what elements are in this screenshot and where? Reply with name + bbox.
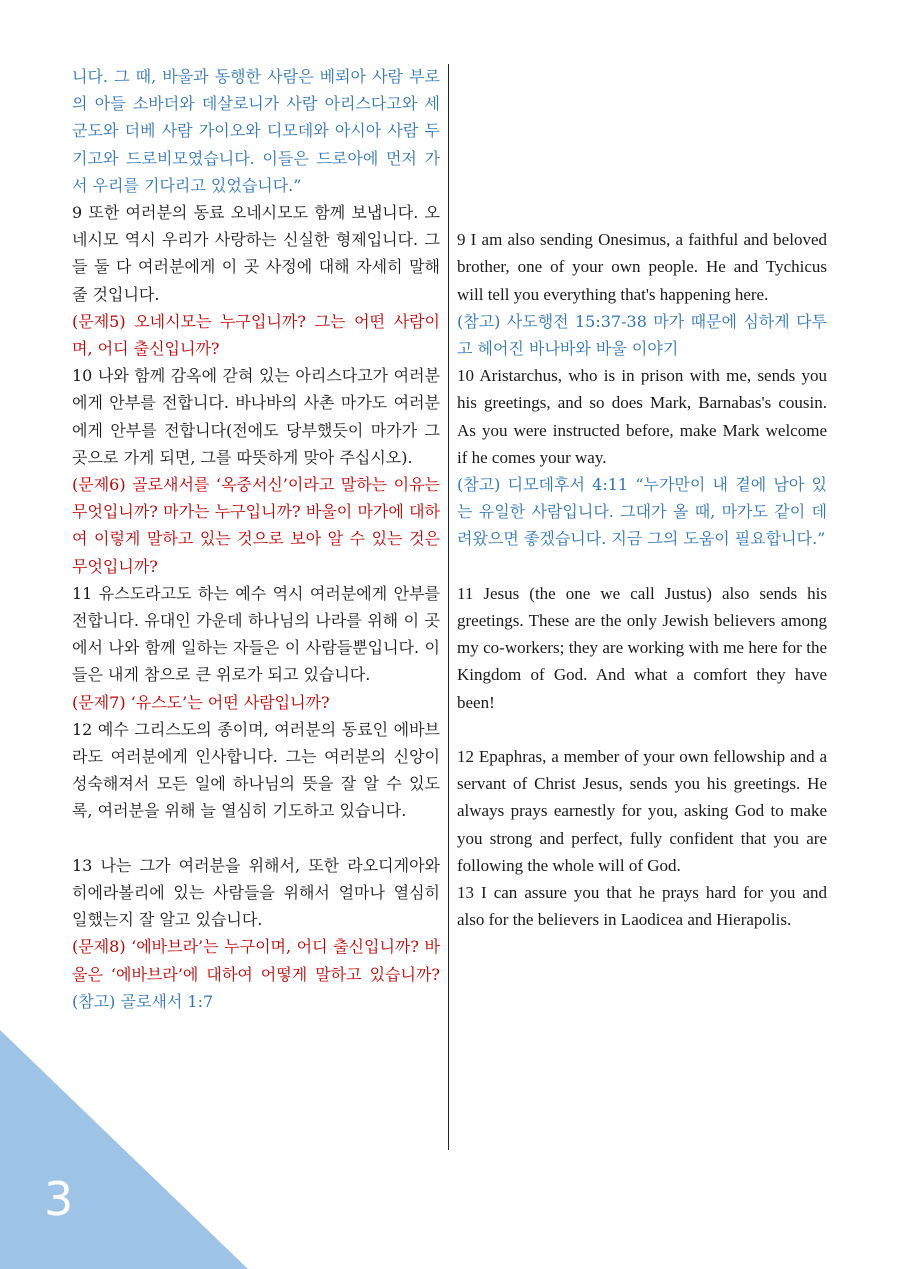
verse-10-korean: 10 나와 함께 감옥에 갇혀 있는 아리스다고가 여러분에게 안부를 전합니다. 바나바의 사촌 마가도 여러분에게 안부를 전합니다(전에도 당부했듯이 마가가 그 곳으로 가게 되면, 그를 따뜻하게 맞아 주십시오). <box>72 366 440 467</box>
spacer <box>457 553 827 580</box>
question-5: (문제5) 오네시모는 누구입니까? 그는 어떤 사람이며, 어디 출신입니까? <box>72 311 440 359</box>
reference-acts: (참고) 사도행전 15:37-38 마가 때문에 심하게 다투고 헤어진 바나바와 바울 이야기 <box>457 311 827 358</box>
question-8-text: (문제8) ‘에바브라’는 누구이며, 어디 출신입니까? 바울은 ‘에바브라’에 대하여 어떻게 말하고 있습니까? <box>72 937 440 984</box>
verse-10-english: 10 Aristarchus, who is in prison with me, sends you his greetings, and so does Mark, Barnabas's cousin. As you were instructed before, make Mark welcome if he comes your way. <box>457 366 827 467</box>
quote-continuation: 니다. 그 때, 바울과 동행한 사람은 베뢰아 사람 부로의 아들 소바더와 데살로니가 사람 아리스다고와 세군도와 더베 사람 가이오와 디모데와 아시아 사람 두기고와 드로비모였습니다. 이들은 드로아에 먼저 가서 우리를 기다리고 있었습니다.” <box>72 67 440 195</box>
top-spacer <box>457 63 827 226</box>
verse-13-english: 13 I can assure you that he prays hard for you and also for the believers in Laodicea and Hierapolis. <box>457 883 827 930</box>
verse-12-english: 12 Epaphras, a member of your own fellowship and a servant of Christ Jesus, sends you his greetings. He always prays earnestly for you, asking God to make you strong and perfect, fully confident that you are following the whole will of God. <box>457 747 827 875</box>
question-8 <box>72 933 440 1015</box>
column-divider <box>448 64 449 1150</box>
reference-2timothy: (참고) 디모데후서 4:11 “누가만이 내 곁에 남아 있는 유일한 사람입니다. 그대가 올 때, 마가도 같이 데려왔으면 좋겠습니다. 지금 그의 도움이 필요합니다.” <box>457 475 827 549</box>
question-6: (문제6) 골로새서를 ‘옥중서신’이라고 말하는 이유는 무엇입니까? 마가는 누구입니까? 바울이 마가에 대하여 이렇게 말하고 있는 것으로 보아 알 수 있는 것은 무엇입니까? <box>72 475 440 576</box>
verse-12-korean: 12 예수 그리스도의 종이며, 여러분의 동료인 에바브라도 여러분에게 인사합니다. 그는 여러분의 신앙이 성숙해져서 모든 일에 하나님의 뜻을 잘 알 수 있도록, 여러분을 위해 늘 열심히 기도하고 있습니다. <box>72 719 440 821</box>
verse-9-english: 9 I am also sending Onesimus, a faithful and beloved brother, one of your own people. He and Tychicus will tell you everything that's happening here. <box>457 230 827 304</box>
spacer <box>72 825 440 852</box>
verse-11-korean: 11 유스도라고도 하는 예수 역시 여러분에게 안부를 전합니다. 유대인 가운데 하나님의 나라를 위해 이 곳에서 나와 함께 일하는 자들은 이 사람들뿐입니다. 이들은 내게 참으로 큰 위로가 되고 있습니다. <box>72 583 440 685</box>
korean-column <box>72 63 440 1015</box>
question-8-reference: (참고) 골로새서 1:7 <box>72 991 214 1011</box>
question-7: (문제7) ‘유스도’는 어떤 사람입니까? <box>72 692 330 712</box>
verse-11-english: 11 Jesus (the one we call Justus) also sends his greetings. These are the only Jewish believers among my co-workers; they are working with me here for the Kingdom of God. And what a comfort they have been! <box>457 583 827 712</box>
verse-9-korean: 9 또한 여러분의 동료 오네시모도 함께 보냅니다. 오네시모 역시 우리가 사랑하는 신실한 형제입니다. 그들 둘 다 여러분에게 이 곳 사정에 대해 자세히 말해 줄 것입니다. <box>72 203 440 304</box>
spacer <box>457 716 827 743</box>
page-number: 3 <box>44 1172 74 1226</box>
verse-13-korean: 13 나는 그가 여러분을 위해서, 또한 라오디게아와 히에라볼리에 있는 사람들을 위해서 얼마나 열심히 일했는지 잘 알고 있습니다. <box>72 855 440 930</box>
english-column <box>457 63 827 933</box>
